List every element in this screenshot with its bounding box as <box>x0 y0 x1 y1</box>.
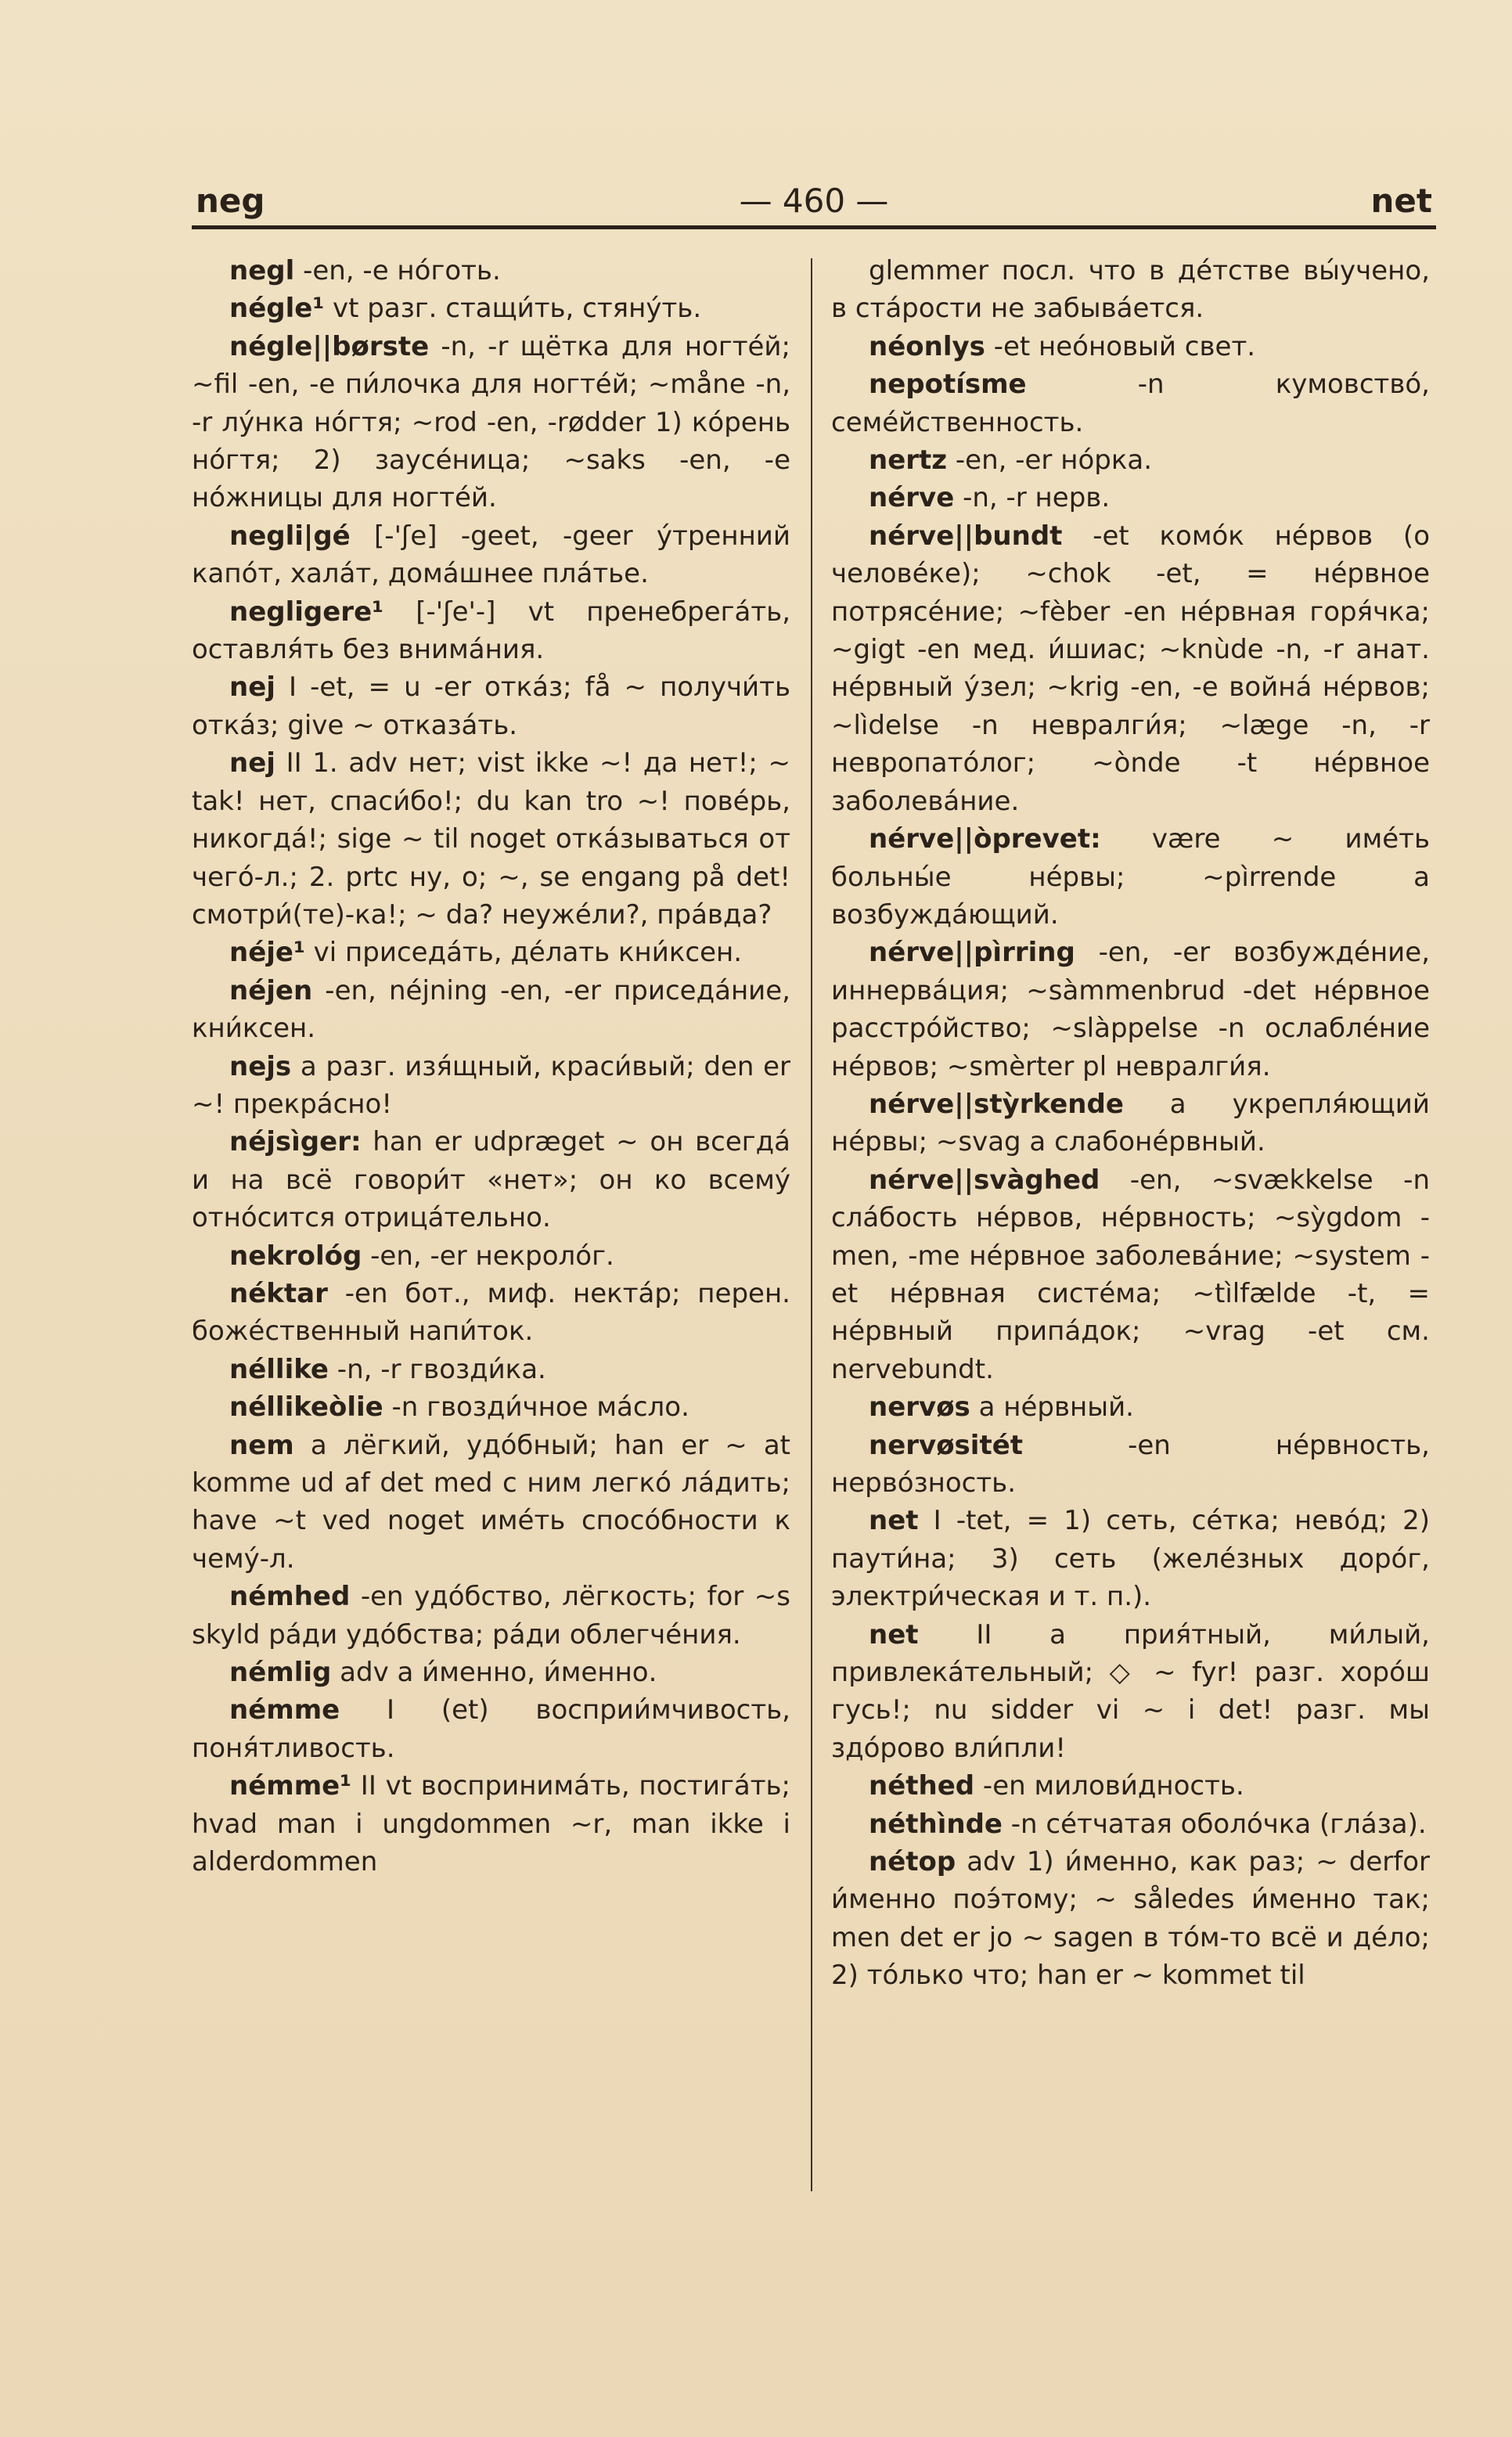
right-guide-word: net <box>1370 182 1432 220</box>
entry-headword: nervøs <box>869 1391 970 1424</box>
entry-definition: [-'ʃe'-] vt пренебрега́ть, оставля́ть без внима́ния. <box>192 596 790 666</box>
entry-definition: I -tet, = 1) сеть, се́тка; нево́д; 2) паути́на; 3) сеть (желе́зных доро́г, электри́ческая и т. п.). <box>831 1505 1430 1613</box>
entry-definition: være ~ име́ть больны́е не́рвы; ~pìrrende a возбужда́ющий. <box>831 823 1430 931</box>
entry-headword: nérve <box>869 482 955 514</box>
entry-definition: -et нео́новый свет. <box>985 330 1256 362</box>
entry-definition: han er udpræget ~ он всегда́ и на всё говори́т «нет»; он ко всему́ отно́сится отрица́тельно. <box>192 1126 790 1234</box>
entry-headword: némme¹ <box>229 1770 352 1802</box>
entry-headword: négle¹ <box>229 293 325 325</box>
entry-definition: [-'ʃe] -geet, -geer у́тренний капо́т, хала́т, дома́шнее пла́тье. <box>192 520 790 590</box>
entry-headword: nertz <box>869 445 948 477</box>
entry-headword: némhed <box>229 1581 351 1613</box>
entry-headword: némme <box>229 1694 340 1726</box>
dictionary-entry <box>192 328 790 517</box>
entry-definition: I (et) восприи́мчивость, поня́тливость. <box>192 1694 790 1764</box>
entry-definition: -n, -r нерв. <box>954 482 1111 514</box>
dictionary-entry <box>192 290 790 327</box>
entry-definition: a укрепля́ющий не́рвы; ~svag a слабоне́рвный. <box>831 1088 1430 1158</box>
dictionary-entry <box>831 1388 1430 1426</box>
entry-headword: négle||børste <box>229 330 430 362</box>
entry-headword: néthìnde <box>869 1808 1003 1840</box>
dictionary-entry <box>831 1805 1430 1843</box>
entry-headword: nérve||bundt <box>869 520 1063 552</box>
dictionary-entry <box>192 934 790 971</box>
column-divider <box>811 258 812 2191</box>
right-column <box>831 252 1430 2201</box>
entry-definition: -n, -r гвозди́ка. <box>329 1353 546 1385</box>
entry-definition: -en не́рвность, нерво́зность. <box>831 1429 1430 1499</box>
dictionary-entry <box>831 479 1430 517</box>
entry-definition: -n, -r щётка для ногте́й; ~fil -en, -e пи́лочка для ногте́й; ~måne -n, -r лу́нка но́гтя; ~rod -en, -rødder 1) ко́рень но́гтя; 2) заусе́ница; ~saks -en, -e но́жницы для ногте́й. <box>192 330 790 514</box>
dictionary-entry <box>192 1388 790 1426</box>
entry-headword: net <box>869 1618 919 1650</box>
entry-definition: II 1. adv нет; vist ikke ~! да нет!; ~ tak! нет, спаси́бо!; du kan tro ~! пове́рь, никогда́!; sige ~ til noget отка́зываться от чего́-л.; 2. prtc ну, о; ~, se engang på det! смотри́(те)-ка!; ~ da? неуже́ли?, пра́вда? <box>192 747 790 931</box>
header-rule <box>192 225 1436 229</box>
entry-headword: nem <box>229 1429 294 1461</box>
entry-definition: a разг. изя́щный, краси́вый; den er ~! прекра́сно! <box>192 1050 790 1120</box>
entry-definition: I -et, = u -er отка́з; få ~ получи́ть отка́з; give ~ отказа́ть. <box>192 671 790 741</box>
entry-definition: vt разг. стащи́ть, стяну́ть. <box>324 293 702 325</box>
dictionary-entry <box>192 1691 790 1767</box>
entry-headword: nérve||pìrring <box>869 937 1075 969</box>
entry-definition: II a прия́тный, ми́лый, привлека́тельный; ◇ ~ fyr! разг. хоро́ш гусь!; nu sidder vi ~ i det! разг. мы здо́рово вли́пли! <box>831 1618 1430 1764</box>
entry-headword: nérve||stỳrkende <box>869 1088 1124 1120</box>
entry-headword: nérve||òprevet: <box>869 823 1101 855</box>
entry-headword: net <box>869 1505 919 1537</box>
entry-headword: nérve||svàghed <box>869 1164 1100 1196</box>
dictionary-entry <box>831 252 1430 328</box>
left-column <box>192 252 790 2201</box>
entry-definition: -en, -er возбужде́ние, иннерва́ция; ~sàmmenbrud -det не́рвное расстро́йство; ~slàppelse -n ослабле́ние не́рвов; ~smèrter pl невралги́я. <box>831 937 1430 1082</box>
entry-definition: -en, néjning -en, -er приседа́ние, кни́ксен. <box>192 974 790 1045</box>
dictionary-entry <box>831 1085 1430 1161</box>
entry-definition: -en, ~svækkelse -n сла́бость не́рвов, не́рвность; ~sỳgdom -men, -me не́рвное заболева́ние; ~system -et не́рвная систе́ма; ~tìlfælde -t, = не́рвный припа́док; ~vrag -et см. nervebundt. <box>831 1164 1430 1385</box>
entry-definition: vi приседа́ть, де́лать кни́ксен. <box>304 937 743 969</box>
entry-definition: -en милови́дность. <box>974 1770 1244 1802</box>
dictionary-entry <box>831 517 1430 820</box>
dictionary-entry <box>192 1275 790 1351</box>
entry-headword: negligere¹ <box>229 596 384 628</box>
entry-headword: negli|gé <box>229 520 351 552</box>
entry-headword: nej <box>229 747 275 779</box>
entry-headword: némlig <box>229 1657 332 1689</box>
entry-headword: néllike <box>229 1353 329 1385</box>
entry-headword: nekrológ <box>229 1240 362 1272</box>
entry-definition: -en удо́бство, лёгкость; for ~s skyld ра́ди удо́бства; ра́ди облегче́ния. <box>192 1581 790 1650</box>
entry-headword: néktar <box>229 1277 328 1309</box>
entry-definition: -en бот., миф. некта́р; перен. боже́ственный напи́ток. <box>192 1277 790 1348</box>
entry-headword: néje¹ <box>229 937 305 969</box>
dictionary-entry <box>192 252 790 290</box>
entry-definition: a лёгкий, удо́бный; han er ~ at komme ud af det med с ним легко́ ла́дить; have ~t ved noget име́ть спосо́бности к чему́-л. <box>192 1429 790 1575</box>
entry-definition: II vt воспринима́ть, постига́ть; hvad man i ungdommen ~r, man ikke i alderdommen <box>192 1770 790 1878</box>
dictionary-entry <box>192 593 790 669</box>
entry-headword: nejs <box>229 1050 292 1082</box>
dictionary-entry <box>192 1351 790 1388</box>
dictionary-entry <box>192 517 790 593</box>
entry-definition: adv 1) и́менно, как раз; ~ derfor и́менно поэ́тому; ~ således и́менно так; men det er jo ~ sagen в то́м-то всё и де́ло; 2) то́лько что; han er ~ kommet til <box>831 1846 1430 1992</box>
dictionary-entry <box>192 744 790 934</box>
entry-definition: -n гвозди́чное ма́сло. <box>383 1391 689 1424</box>
entry-definition: glemmer посл. что в де́тстве вы́учено, в ста́рости не забыва́ется. <box>831 255 1430 325</box>
entry-definition: -n се́тчатая оболо́чка (гла́за). <box>1002 1808 1427 1840</box>
entry-headword: nétop <box>869 1846 956 1878</box>
entry-headword: nervøsitét <box>869 1429 1024 1461</box>
dictionary-entry <box>192 668 790 744</box>
dictionary-entry <box>192 1578 790 1654</box>
dictionary-entry <box>831 365 1430 441</box>
entry-definition: -en, -er некроло́г. <box>362 1240 614 1272</box>
entry-headword: negl <box>229 255 295 286</box>
dictionary-entry <box>192 1654 790 1691</box>
dictionary-entry <box>831 1161 1430 1388</box>
entry-headword: nepotísme <box>869 369 1027 401</box>
dictionary-entry <box>831 1767 1430 1805</box>
dictionary-entry <box>831 820 1430 934</box>
dictionary-entry <box>831 934 1430 1085</box>
dictionary-entry <box>831 1427 1430 1503</box>
entry-headword: néllikeòlie <box>229 1391 383 1424</box>
dictionary-entry <box>192 972 790 1048</box>
entry-headword: néjen <box>229 974 313 1006</box>
entry-definition: -en, -e но́готь. <box>294 255 501 286</box>
dictionary-entry <box>831 1616 1430 1768</box>
page-header <box>196 174 1432 229</box>
dictionary-entry <box>831 1502 1430 1615</box>
entry-headword: nej <box>229 671 275 704</box>
entry-definition: a не́рвный. <box>970 1391 1134 1424</box>
dictionary-entry <box>192 1048 790 1124</box>
entry-definition: -n кумовство́, семе́йственность. <box>831 369 1430 438</box>
dictionary-entry <box>192 1427 790 1578</box>
page-number: — 460 — <box>739 182 889 220</box>
entry-definition: adv а и́менно, и́менно. <box>331 1657 657 1689</box>
entry-headword: néjsìger: <box>229 1126 362 1158</box>
entry-definition: -et комо́к не́рвов (о челове́ке); ~chok -et, = не́рвное потрясе́ние; ~fèber -en не́рвная горя́чка; ~gigt -en мед. и́шиас; ~knùde -n, -r анат. не́рвный у́зел; ~krig -en, -e война́ не́рвов; ~lìdelse -n невралги́я; ~læge -n, -r невропато́лог; ~ònde -t не́рвное заболева́ние. <box>831 520 1430 817</box>
entry-headword: néonlys <box>869 330 985 362</box>
dictionary-entry <box>192 1237 790 1275</box>
dictionary-entry <box>192 1767 790 1881</box>
left-guide-word: neg <box>196 182 265 220</box>
dictionary-entry <box>831 1843 1430 1995</box>
dictionary-entry <box>831 441 1430 479</box>
dictionary-entry <box>192 1123 790 1236</box>
entry-headword: néthed <box>869 1770 975 1802</box>
dictionary-entry <box>831 328 1430 365</box>
entry-definition: -en, -er но́рка. <box>947 445 1153 477</box>
